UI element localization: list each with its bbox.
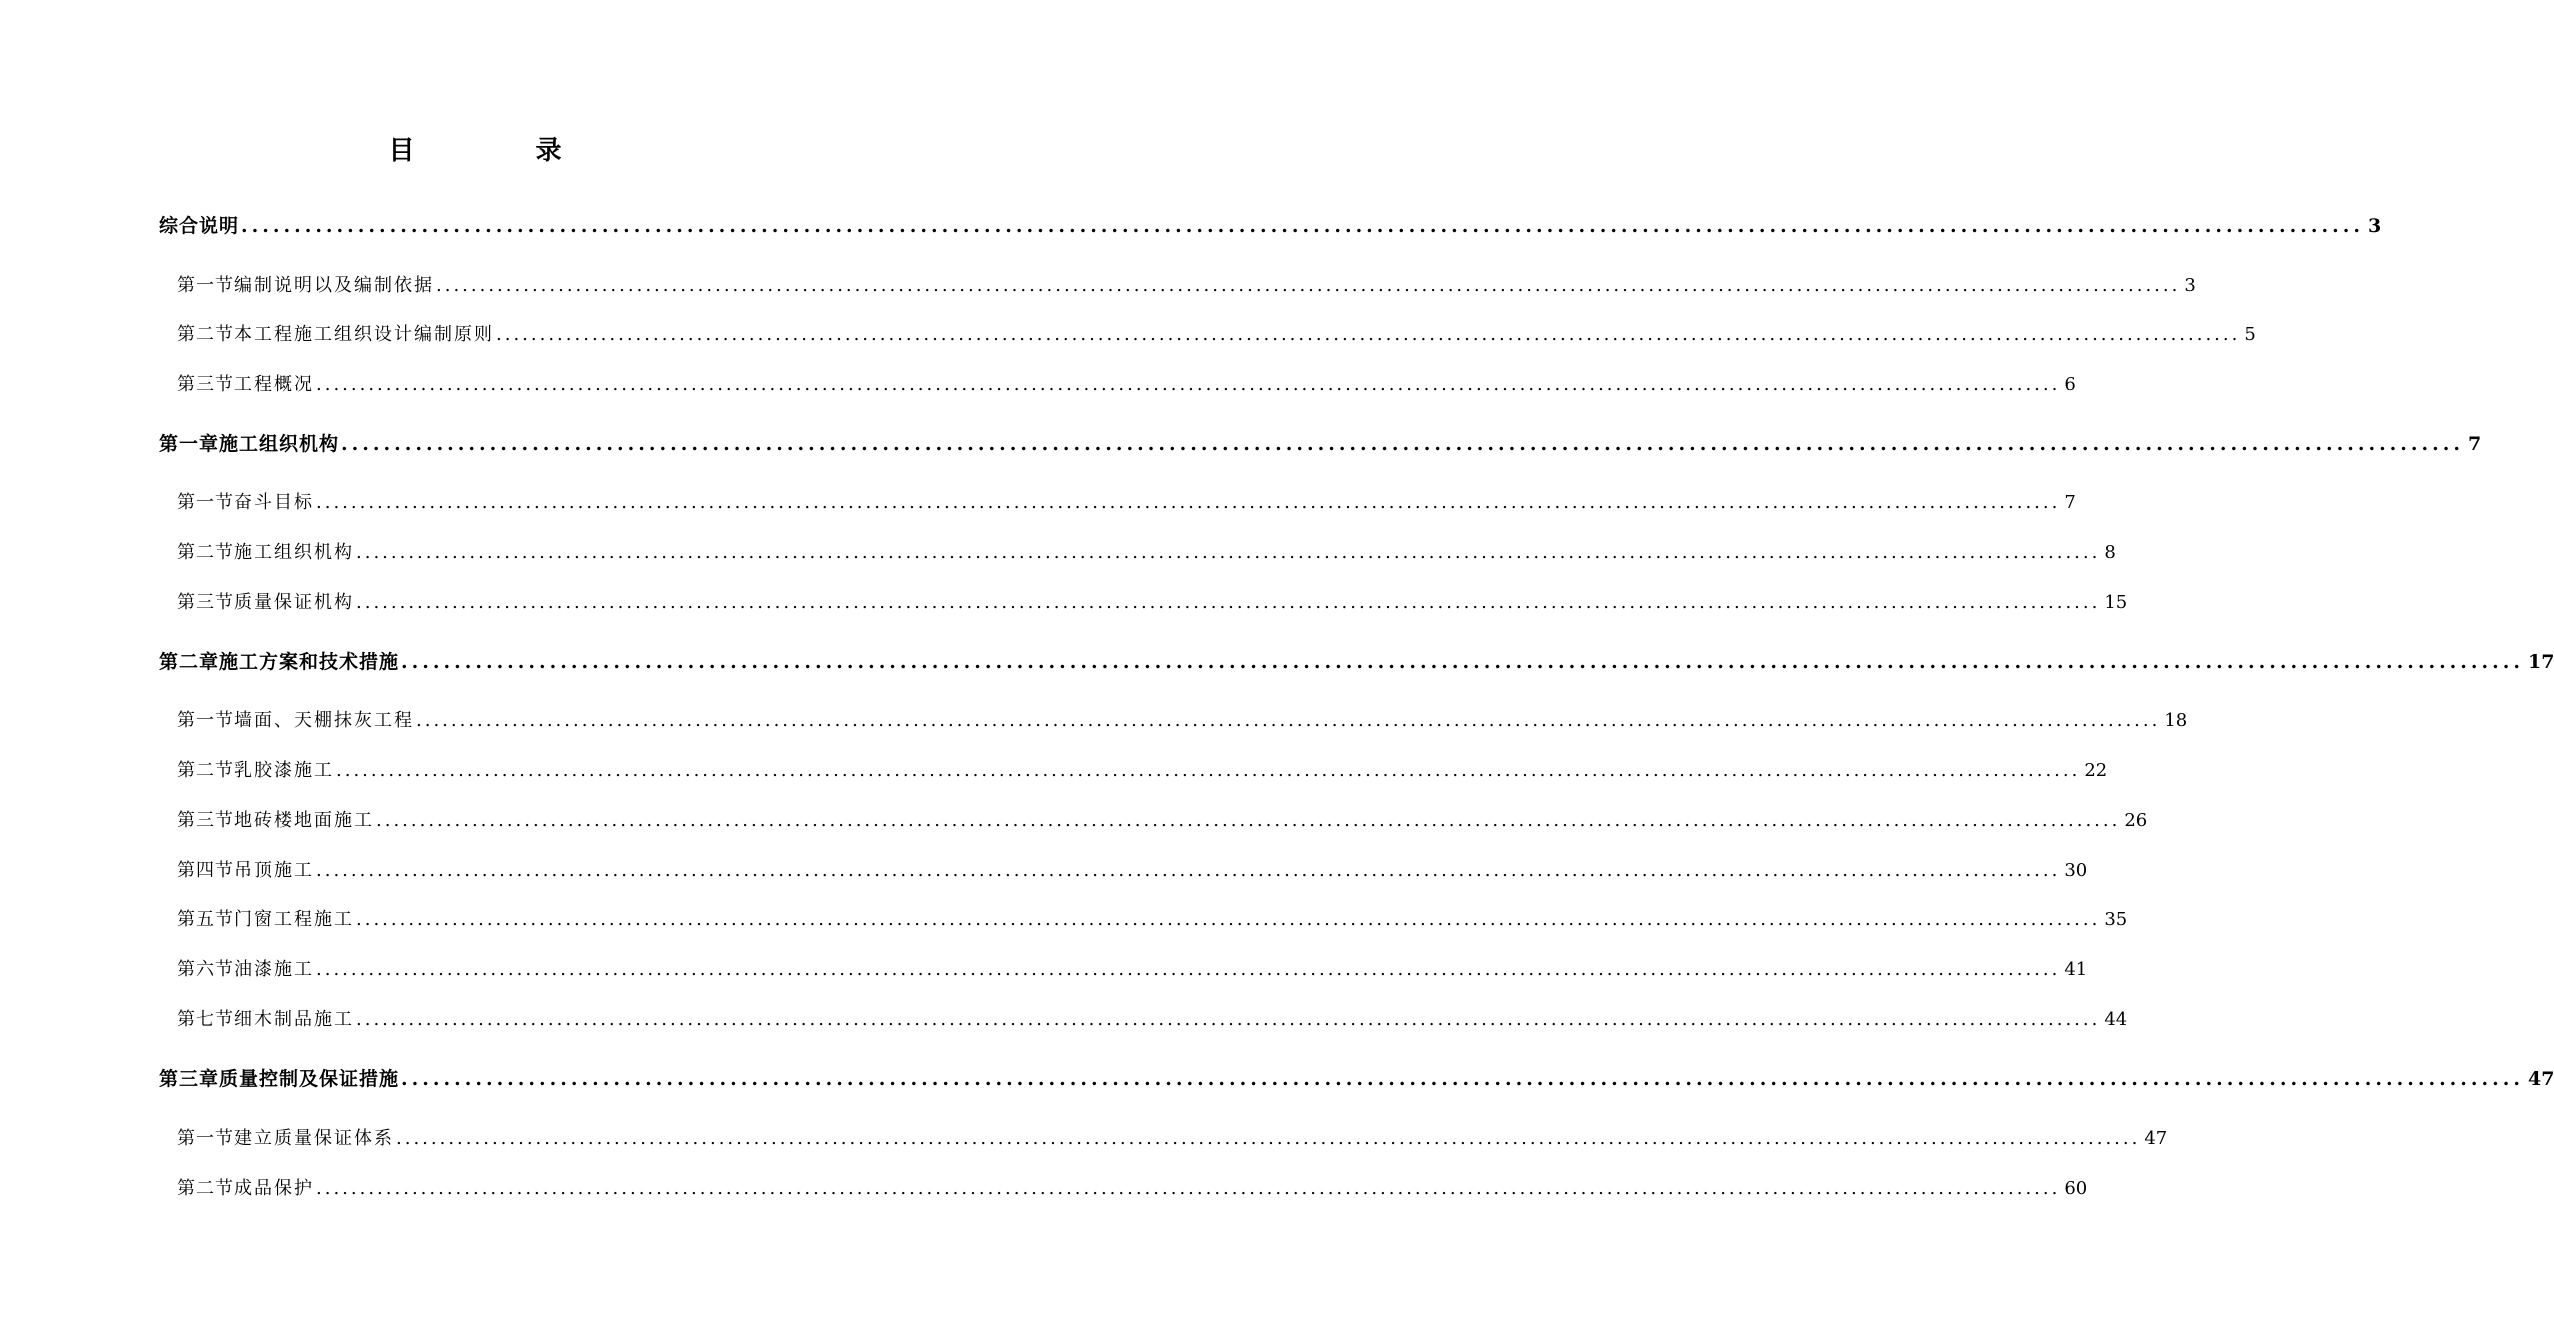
toc-dot-leader: ........................................................................................................................................................................................................ <box>396 1128 2141 1149</box>
toc-section-entry[interactable] <box>177 856 2088 886</box>
toc-dot-leader: ........................................................................................................................................................................................................ <box>401 1068 2524 1090</box>
toc-dot-leader: ........................................................................................................................................................................................................ <box>316 1178 2061 1199</box>
toc-entry-number: 第六节 <box>177 959 234 980</box>
toc-entry-title: 施工组织机构 <box>219 433 340 455</box>
toc-page-number: 15 <box>2104 592 2128 613</box>
toc-entry-number: 第七节 <box>177 1009 234 1030</box>
toc-entry-title: 奋斗目标 <box>234 492 314 513</box>
toc-entry-title: 施工组织机构 <box>234 542 354 563</box>
toc-section-entry[interactable] <box>177 370 2076 400</box>
toc-entry-number: 第三节 <box>177 592 234 613</box>
toc-entry-title: 质量保证机构 <box>234 592 354 613</box>
toc-entry-number: 第三章 <box>159 1068 220 1090</box>
toc-page-number: 3 <box>2184 275 2196 296</box>
toc-entry-number: 第二节 <box>177 760 234 781</box>
toc-entry-number: 第一节 <box>177 275 234 296</box>
toc-chapter-entry[interactable] <box>159 647 2554 677</box>
toc-page-number: 8 <box>2104 542 2116 563</box>
toc-chapter-entry[interactable] <box>159 211 2382 241</box>
toc-dot-leader: ........................................................................................................................................................................................................ <box>401 651 2524 673</box>
toc-entry-number: 第二节 <box>177 542 234 563</box>
toc-entry-number: 第三节 <box>177 810 234 831</box>
toc-section-entry[interactable] <box>177 1174 2088 1204</box>
toc-chapter-entry[interactable] <box>159 1064 2554 1094</box>
toc-page-number: 22 <box>2084 760 2108 781</box>
toc-chapter-entry[interactable] <box>159 429 2482 459</box>
toc-page-number: 60 <box>2064 1178 2088 1199</box>
toc-dot-leader: ........................................................................................................................................................................................................ <box>376 810 2121 831</box>
toc-entry-number: 第一节 <box>177 710 234 731</box>
toc-entry-title: 地砖楼地面施工 <box>234 810 374 831</box>
toc-entry-title: 综合说明 <box>159 215 240 237</box>
toc-dot-leader: ........................................................................................................................................................................................................ <box>356 542 2101 563</box>
toc-section-entry[interactable] <box>177 1005 2128 1035</box>
toc-dot-leader: ........................................................................................................................................................................................................ <box>316 492 2061 513</box>
toc-entry-title: 建立质量保证体系 <box>234 1128 394 1149</box>
toc-page-number: 5 <box>2244 324 2256 345</box>
toc-dot-leader: ........................................................................................................................................................................................................ <box>341 433 2464 455</box>
toc-entry-number: 第一节 <box>177 492 234 513</box>
toc-dot-leader: ........................................................................................................................................................................................................ <box>416 710 2161 731</box>
toc-section-entry[interactable] <box>177 756 2108 786</box>
toc-page-number: 17 <box>2527 651 2554 673</box>
toc-page-number: 41 <box>2064 959 2088 980</box>
toc-section-entry[interactable] <box>177 955 2088 985</box>
toc-page-number: 7 <box>2064 492 2076 513</box>
toc-entry-number: 第五节 <box>177 909 234 930</box>
toc-section-entry[interactable] <box>177 320 2256 350</box>
toc-page-number: 47 <box>2144 1128 2168 1149</box>
toc-entry-number: 第二节 <box>177 1178 234 1199</box>
toc-dot-leader: ........................................................................................................................................................................................................ <box>436 275 2181 296</box>
toc-entry-title: 工程概况 <box>234 374 314 395</box>
toc-page-number: 6 <box>2064 374 2076 395</box>
toc-page-number: 35 <box>2104 909 2128 930</box>
toc-dot-leader: ........................................................................................................................................................................................................ <box>336 760 2081 781</box>
toc-page-number: 30 <box>2064 860 2088 881</box>
toc-entry-title: 油漆施工 <box>234 959 314 980</box>
toc-section-entry[interactable] <box>177 588 2128 618</box>
toc-dot-leader: ........................................................................................................................................................................................................ <box>316 374 2061 395</box>
toc-page-number: 3 <box>2367 215 2382 237</box>
toc-dot-leader: ........................................................................................................................................................................................................ <box>356 909 2101 930</box>
toc-entry-title: 墙面、天棚抹灰工程 <box>234 710 414 731</box>
toc-entry-number: 第三节 <box>177 374 234 395</box>
toc-dot-leader: ........................................................................................................................................................................................................ <box>496 324 2241 345</box>
toc-dot-leader: ........................................................................................................................................................................................................ <box>356 592 2101 613</box>
toc-entry-title: 成品保护 <box>234 1178 314 1199</box>
toc-entry-number: 第四节 <box>177 860 234 881</box>
toc-entry-title: 本工程施工组织设计编制原则 <box>234 324 494 345</box>
toc-page-number: 18 <box>2164 710 2188 731</box>
toc-entry-title: 编制说明以及编制依据 <box>234 275 434 296</box>
toc-section-entry[interactable] <box>177 806 2148 836</box>
toc-dot-leader: ........................................................................................................................................................................................................ <box>316 860 2061 881</box>
toc-entry-number: 第二节 <box>177 324 234 345</box>
toc-section-entry[interactable] <box>177 706 2188 736</box>
toc-dot-leader: ........................................................................................................................................................................................................ <box>356 1009 2101 1030</box>
toc-section-entry[interactable] <box>177 905 2128 935</box>
toc-entry-number: 第二章 <box>159 651 220 673</box>
toc-section-entry[interactable] <box>177 488 2076 518</box>
toc-entry-title: 施工方案和技术措施 <box>219 651 400 673</box>
toc-section-entry[interactable] <box>177 271 2196 301</box>
toc-entry-title: 门窗工程施工 <box>234 909 354 930</box>
toc-page-number: 47 <box>2527 1068 2554 1090</box>
toc-entry-title: 吊顶施工 <box>234 860 314 881</box>
toc-entry-title: 乳胶漆施工 <box>234 760 334 781</box>
toc-section-entry[interactable] <box>177 1124 2168 1154</box>
toc-dot-leader: ........................................................................................................................................................................................................ <box>316 959 2061 980</box>
toc-entry-number: 第一章 <box>159 433 220 455</box>
toc-page-number: 7 <box>2467 433 2482 455</box>
toc-entry-number: 第一节 <box>177 1128 234 1149</box>
page-title: 目 录 <box>388 136 618 166</box>
toc-dot-leader: ........................................................................................................................................................................................................ <box>241 215 2364 237</box>
toc-entry-title: 质量控制及保证措施 <box>219 1068 400 1090</box>
toc-entry-title: 细木制品施工 <box>234 1009 354 1030</box>
toc-page-number: 44 <box>2104 1009 2128 1030</box>
toc-section-entry[interactable] <box>177 538 2116 568</box>
toc-page-number: 26 <box>2124 810 2148 831</box>
